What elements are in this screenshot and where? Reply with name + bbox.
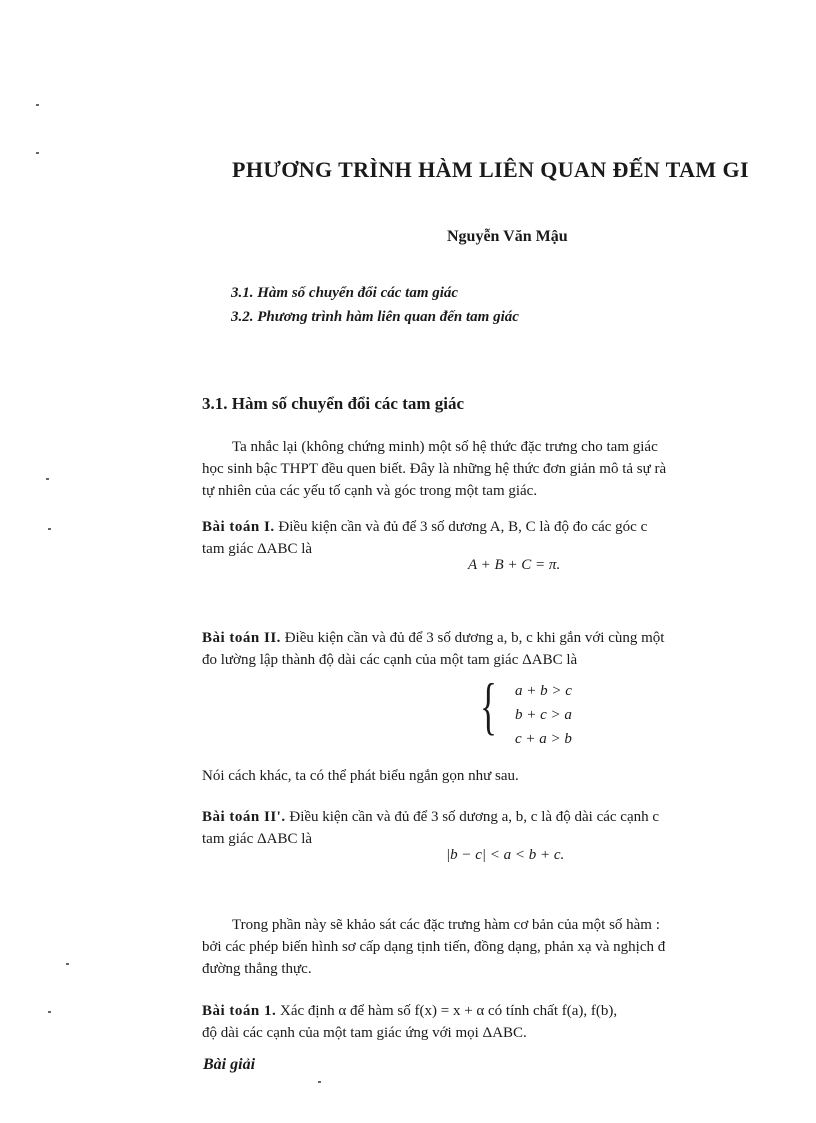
paragraph bbox=[202, 914, 665, 980]
problem-text: Điều kiện cần và đủ để 3 số dương a, b, c là độ dài các cạnh c bbox=[289, 809, 660, 825]
scan-speck bbox=[66, 963, 69, 965]
text-line: Trong phần này sẽ khảo sát các đặc trưng hàm cơ bản của một số hàm : bbox=[232, 917, 660, 933]
scan-speck bbox=[36, 152, 39, 154]
scan-speck bbox=[48, 528, 51, 530]
formula: |b − c| < a < b + c. bbox=[446, 847, 565, 863]
problem-text: độ dài các cạnh của một tam giác ứng với mọi ΔABC. bbox=[202, 1025, 527, 1041]
problem-text: đo lường lập thành độ dài các cạnh của một tam giác ΔABC là bbox=[202, 652, 578, 668]
author-name: Nguyễn Văn Mậu bbox=[447, 228, 568, 245]
document-title: PHƯƠNG TRÌNH HÀM LIÊN QUAN ĐẾN TAM GI bbox=[232, 157, 749, 182]
toc-item: 3.1. Hàm số chuyển đổi các tam giác bbox=[231, 285, 459, 301]
problem-label: Bài toán 1. bbox=[202, 1003, 277, 1019]
inequality: b + c > a bbox=[515, 707, 572, 723]
problem-label: Bài toán II. bbox=[202, 630, 281, 646]
remark: Nói cách khác, ta có thể phát biểu ngắn gọn như sau. bbox=[202, 768, 519, 784]
problem-label: Bài toán I. bbox=[202, 519, 275, 535]
text-line: Ta nhắc lại (không chứng minh) một số hệ thức đặc trưng cho tam giác bbox=[232, 439, 658, 455]
problem-text: Điều kiện cần và đủ để 3 số dương A, B, C là độ đo các góc c bbox=[278, 519, 648, 535]
problem-text: Điều kiện cần và đủ để 3 số dương a, b, c khi gắn với cùng một bbox=[284, 630, 665, 646]
text-line: bởi các phép biến hình sơ cấp dạng tịnh tiến, đồng dạng, phản xạ và nghịch đ bbox=[202, 939, 666, 955]
problem-2-prime bbox=[202, 806, 659, 850]
section-heading: 3.1. Hàm số chuyển đổi các tam giác bbox=[202, 394, 465, 413]
inequality: a + b > c bbox=[515, 683, 572, 699]
problem-text: tam giác ΔABC là bbox=[202, 831, 313, 847]
formula: A + B + C = π. bbox=[468, 557, 561, 573]
toc-item: 3.2. Phương trình hàm liên quan đến tam giác bbox=[231, 309, 519, 325]
problem-label: Bài toán II'. bbox=[202, 809, 286, 825]
inequality: c + a > b bbox=[515, 731, 572, 747]
intro-paragraph bbox=[202, 436, 666, 502]
scan-speck bbox=[48, 1011, 51, 1013]
solution-heading: Bài giải bbox=[203, 1056, 256, 1073]
system-brace: { bbox=[480, 670, 497, 741]
problem-text: tam giác ΔABC là bbox=[202, 541, 313, 557]
problem-1 bbox=[202, 516, 647, 560]
problem-text: Xác định α để hàm số f(x) = x + α có tính chất f(a), f(b), bbox=[280, 1003, 618, 1019]
scan-speck bbox=[318, 1081, 321, 1083]
text-line: học sinh bậc THPT đều quen biết. Đây là những hệ thức đơn giản mô tả sự rà bbox=[202, 461, 667, 477]
scan-speck bbox=[46, 478, 49, 480]
text-line: đường thẳng thực. bbox=[202, 961, 312, 977]
problem-2 bbox=[202, 627, 664, 671]
scan-speck bbox=[36, 104, 39, 106]
text-line: tự nhiên của các yếu tố cạnh và góc trong một tam giác. bbox=[202, 483, 538, 499]
problem-3 bbox=[202, 1000, 617, 1044]
